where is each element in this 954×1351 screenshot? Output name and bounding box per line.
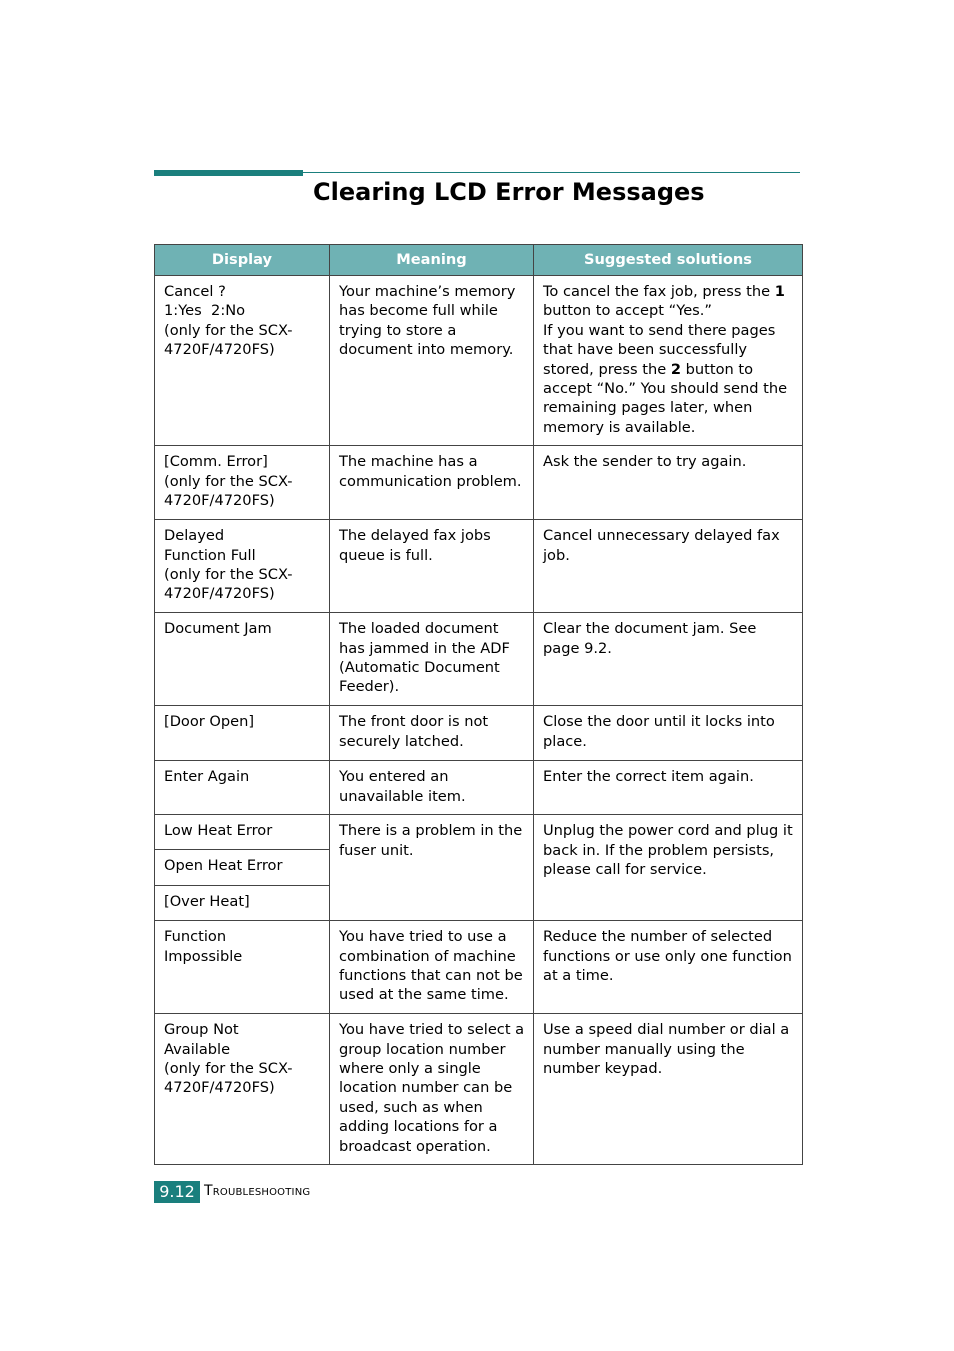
meaning-text: queue is full. [339, 546, 433, 564]
meaning-text: The machine has a [339, 453, 478, 471]
meaning-cell [330, 815, 534, 921]
solution-text: Cancel unnecessary delayed fax [543, 527, 780, 545]
solution-text: number manually using the [543, 1040, 745, 1058]
meaning-text: There is a problem in the [339, 822, 523, 840]
meaning-text: adding locations for a [339, 1118, 498, 1136]
table-row-delayed-function-full [155, 520, 803, 613]
meaning-text: group location number [339, 1040, 506, 1058]
solution-text: remaining pages later, when [543, 399, 753, 417]
meaning-text: document into memory. [339, 341, 514, 359]
display-text: [Door Open] [164, 713, 255, 731]
display-text: Delayed [164, 527, 225, 545]
solution-text: place. [543, 732, 587, 750]
meaning-text: unavailable item. [339, 787, 466, 805]
column-header-display: Display [155, 245, 330, 276]
meaning-text: used at the same time. [339, 986, 509, 1004]
solution-text: number keypad. [543, 1060, 663, 1078]
meaning-text: combination of machine [339, 947, 516, 965]
meaning-cell [330, 761, 534, 815]
solution-text: page 9.2. [543, 639, 612, 657]
display-text: Function Full [164, 546, 256, 564]
display-text: Function [164, 928, 227, 946]
display-text: 4720F/4720FS) [164, 585, 275, 603]
solution-cell [534, 706, 803, 761]
meaning-cell [330, 1014, 534, 1165]
meaning-text: You have tried to select a [339, 1021, 525, 1039]
display-text: Available [164, 1040, 231, 1058]
section-label: Troubleshooting [204, 1183, 311, 1199]
display-text: Open Heat Error [164, 857, 283, 875]
solution-text: stored, press the 2 button to [543, 360, 754, 378]
meaning-text: You entered an [339, 768, 449, 786]
display-cell [155, 706, 330, 761]
table-row-cancel [155, 276, 803, 446]
display-text: Enter Again [164, 768, 250, 786]
display-text: (only for the SCX- [164, 566, 293, 584]
display-cell [155, 815, 330, 850]
solution-text: button to accept “Yes.” [543, 302, 712, 320]
display-text: [Over Heat] [164, 893, 250, 911]
display-text: Cancel ? [164, 283, 226, 300]
solution-cell [534, 613, 803, 706]
meaning-text: (Automatic Document [339, 659, 500, 677]
display-cell [155, 276, 330, 446]
display-text: 4720F/4720FS) [164, 341, 275, 359]
solution-text: accept “No.” You should send the [543, 380, 788, 398]
display-cell [155, 446, 330, 520]
solution-text: Clear the document jam. See [543, 620, 757, 638]
meaning-cell [330, 276, 534, 446]
solution-cell [534, 1014, 803, 1165]
solution-text: functions or use only one function [543, 947, 792, 965]
meaning-text: The delayed fax jobs [339, 527, 491, 545]
display-cell [155, 1014, 330, 1165]
meaning-text: functions that can not be [339, 967, 523, 985]
solution-text: Ask the sender to try again. [543, 453, 747, 471]
meaning-text: has become full while [339, 302, 498, 320]
table-row-group-not-available [155, 1014, 803, 1165]
solution-text: Reduce the number of selected [543, 928, 773, 946]
solution-text: Unplug the power cord and plug it [543, 822, 793, 840]
meaning-cell [330, 921, 534, 1014]
display-text: Document Jam [164, 620, 272, 638]
display-text: 1:Yes 2:No [164, 302, 246, 320]
meaning-text: securely latched. [339, 732, 464, 750]
solution-cell [534, 761, 803, 815]
table-header-row [155, 245, 803, 276]
meaning-cell [330, 706, 534, 761]
display-text: Impossible [164, 947, 243, 965]
display-cell [155, 921, 330, 1014]
display-text: 4720F/4720FS) [164, 1079, 275, 1097]
meaning-text: where only a single [339, 1060, 481, 1078]
display-text: [Comm. Error] [164, 453, 268, 471]
display-cell [155, 761, 330, 815]
solution-text: job. [543, 546, 570, 564]
meaning-text: broadcast operation. [339, 1137, 491, 1155]
display-text: Group Not [164, 1021, 239, 1039]
solution-text: memory is available. [543, 418, 696, 436]
display-text: (only for the SCX- [164, 321, 293, 339]
solution-text: back in. If the problem persists, [543, 841, 775, 859]
meaning-text: has jammed in the ADF [339, 639, 510, 657]
display-text: Low Heat Error [164, 822, 273, 840]
solution-cell [534, 815, 803, 921]
solution-text: If you want to send there pages [543, 321, 776, 339]
display-cell [155, 613, 330, 706]
solution-text: To cancel the fax job, press the 1 [543, 283, 785, 300]
meaning-text: fuser unit. [339, 841, 414, 859]
display-cell [155, 886, 330, 921]
page-number: 9.12 [154, 1181, 200, 1203]
column-header-solutions: Suggested solutions [534, 245, 803, 276]
column-header-meaning: Meaning [330, 245, 534, 276]
solution-cell [534, 520, 803, 613]
display-cell [155, 520, 330, 613]
meaning-text: communication problem. [339, 472, 522, 490]
table-row-function-impossible [155, 921, 803, 1014]
table-row-low-heat-error [155, 815, 803, 850]
meaning-text: Your machine’s memory [339, 283, 516, 300]
solution-cell [534, 921, 803, 1014]
solution-cell [534, 276, 803, 446]
solution-text: Enter the correct item again. [543, 768, 754, 786]
page-title: Clearing LCD Error Messages [313, 178, 705, 206]
table-row-comm-error [155, 446, 803, 520]
header-rule [303, 172, 800, 173]
meaning-text: Feeder). [339, 678, 400, 696]
meaning-text: You have tried to use a [339, 928, 507, 946]
meaning-text: trying to store a [339, 321, 457, 339]
meaning-cell [330, 520, 534, 613]
solution-text: please call for service. [543, 861, 707, 879]
meaning-cell [330, 446, 534, 520]
solution-text: Use a speed dial number or dial a [543, 1021, 790, 1039]
header-accent-bar [154, 170, 303, 176]
meaning-text: The front door is not [339, 713, 489, 731]
table-row-document-jam [155, 613, 803, 706]
meaning-cell [330, 613, 534, 706]
table-row-enter-again [155, 761, 803, 815]
solution-text: Close the door until it locks into [543, 713, 775, 731]
display-cell [155, 850, 330, 886]
solution-text: that have been successfully [543, 341, 748, 359]
display-text: (only for the SCX- [164, 472, 293, 490]
display-text: 4720F/4720FS) [164, 492, 275, 510]
meaning-text: The loaded document [339, 620, 499, 638]
display-text: (only for the SCX- [164, 1060, 293, 1078]
solution-cell [534, 446, 803, 520]
meaning-text: used, such as when [339, 1098, 483, 1116]
table-row-door-open [155, 706, 803, 761]
solution-text: at a time. [543, 967, 614, 985]
error-messages-table [154, 244, 803, 1165]
meaning-text: location number can be [339, 1079, 513, 1097]
